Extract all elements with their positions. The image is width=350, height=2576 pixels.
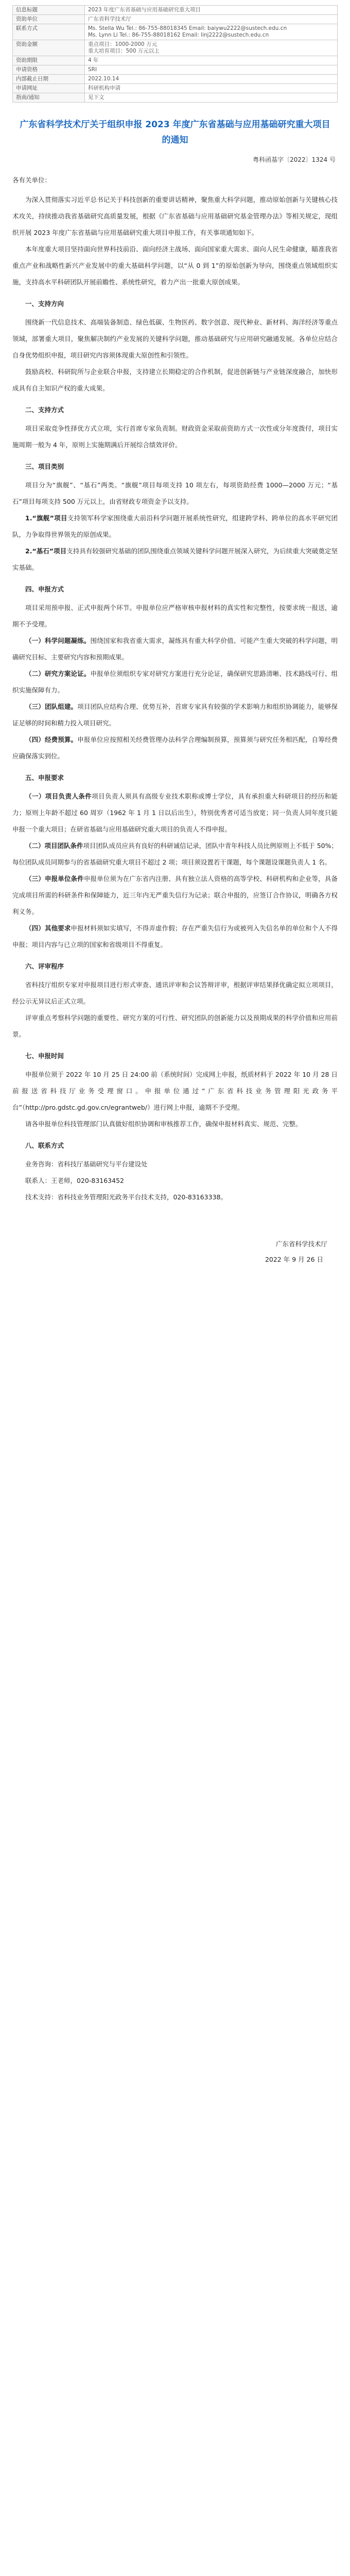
section-paragraph: 请各申报单位科技管理部门认真做好组织协调和审核推荐工作，确保申报材料真实、规范、完整。 xyxy=(25,1120,302,1128)
section-heading: 三、项目类别 xyxy=(25,463,64,470)
subsection-label: 2.“基石”项目 xyxy=(25,547,67,555)
subsection-paragraph xyxy=(12,788,338,838)
info-table xyxy=(12,5,338,103)
section-heading: 八、联系方式 xyxy=(25,1142,64,1149)
info-value: 2022.10.14 xyxy=(85,75,338,84)
section-heading: 五、申报要求 xyxy=(25,774,64,782)
subsection-paragraph xyxy=(12,510,338,543)
subsection-text: 申报单位须组织专家对研究方案进行充分论证，确保研究思路清晰、技术路线可行、组织实施保障有力。 xyxy=(12,670,338,694)
subsection-text: 申报单位应按照相关经费管理办法科学合理编制预算，预算须与研究任务相匹配，自筹经费应确保落实到位。 xyxy=(12,736,338,760)
subsection-text: 项目团队成员应具有良好的科研诚信记录，团队中青年科技人员比例原则上不低于 50%；每位团队成员同期参与的省基础研究重大项目不超过 2 项；项目须设置若干课题，每个课题设课题负责人 1 名。 xyxy=(12,842,338,866)
info-value: 广东省科学技术厅 xyxy=(85,15,338,24)
document-page xyxy=(0,0,350,1283)
info-key: 指南/通知 xyxy=(13,93,85,103)
subsection-label: （三）申报单位条件 xyxy=(25,875,84,883)
info-row xyxy=(13,65,338,75)
info-row xyxy=(13,6,338,15)
subsection-paragraph xyxy=(12,633,338,666)
info-row xyxy=(13,15,338,24)
info-key: 信息标题 xyxy=(13,6,85,15)
intro-paragraph: 本年度重大项目坚持面向世界科技前沿、面向经济主战场、面向国家重大需求、面向人民生命健康，瞄准我省重点产业和战略性新兴产业发展中的重大基础科学问题，以“从 0 到 1”的原始创新为导向，围绕重点领域组织实施，支持高水平科研团队开展前瞻性、系统性研究，着力产出一批重大原创成果。 xyxy=(12,245,338,286)
info-value: 重点项目：1000-2000 万元 重大培育项目：500 万元以上 xyxy=(85,40,338,56)
subsection-paragraph xyxy=(12,543,338,576)
subsection-text: 围绕国家和我省重大需求，凝练具有重大科学价值、可能产生重大突破的科学问题，明确研究目标、主要研究内容和预期成果。 xyxy=(12,637,338,661)
subsection-paragraph xyxy=(12,732,338,765)
section-heading: 六、评审程序 xyxy=(25,962,64,970)
subsection-paragraph xyxy=(12,699,338,732)
issuer-signature: 广东省科学技术厅 xyxy=(275,1240,327,1248)
info-value: Ms. Stella Wu Tel.: 86-755-88018345 Email: baiywu2222@sustech.edu.cn Ms. Lynn Li Tel.: 86-755-88018162 Email: linj2222@sustech.edu.cn xyxy=(85,24,338,40)
subsection-paragraph xyxy=(12,838,338,871)
subsection-paragraph xyxy=(12,920,338,953)
subsection-label: （三）团队组建。 xyxy=(25,703,78,710)
info-row xyxy=(13,75,338,84)
body-sections xyxy=(12,296,338,1206)
subsection-label: （四）经费预算。 xyxy=(25,736,78,743)
subsection-text: 项目团队应结构合理、优势互补，首席专家具有较强的学术影响力和组织协调能力，能够保证足够的时间和精力投入项目研究。 xyxy=(12,703,338,727)
info-value: SRI xyxy=(85,65,338,75)
subsection-label: 1.“旗舰”项目 xyxy=(25,514,67,522)
section-paragraph: 省科技厅组织专家对申报项目进行形式审查、通讯评审和会议答辩评审，根据评审结果择优确定拟立项项目，经公示无异议后正式立项。 xyxy=(12,981,338,1005)
info-key: 资助期限 xyxy=(13,56,85,65)
section-paragraph: 业务咨询：省科技厅基础研究与平台建设处 xyxy=(25,1160,148,1168)
info-row xyxy=(13,24,338,40)
section-heading: 二、支持方式 xyxy=(25,406,64,414)
section-heading: 一、支持方向 xyxy=(25,300,64,308)
info-key: 内部截止日期 xyxy=(13,75,85,84)
subsection-paragraph xyxy=(12,871,338,920)
info-value: 见下文 xyxy=(85,93,338,103)
info-key: 资助金额 xyxy=(13,40,85,56)
subsection-text: 支持领军科学家围绕重大前沿科学问题开展系统性研究，组建跨学科、跨单位的高水平研究团队，力争取得世界领先的原创成果。 xyxy=(12,514,338,538)
subsection-text: 支持具有较强研究基础的团队围绕重点领域关键科学问题开展深入研究，为后续重大突破奠定坚实基础。 xyxy=(12,547,338,571)
info-value: 4 年 xyxy=(85,56,338,65)
document-number: 粤科函基字〔2022〕1324 号 xyxy=(253,156,336,163)
subsection-text: 申报单位须为在广东省内注册、具有独立法人资格的高等学校、科研机构和企业等，具备完成项目所需的科研条件和保障能力，近三年内无严重失信行为记录；联合申报的，应签订合作协议，明确各方权利义务。 xyxy=(12,875,338,916)
intro-paragraph: 为深入贯彻落实习近平总书记关于科技创新的重要讲话精神，聚焦重大科学问题，推动原始创新与关键核心技术攻关，持续推动我省基础研究高质量发展，根据《广东省基础与应用基础研究基金管理办法》等相关规定，现组织开展 2023 年度广东省基础与应用基础研究重大项目申报工作，有关事项通知如下。 xyxy=(12,196,338,236)
document-title: 广东省科学技术厅关于组织申报 2023 年度广东省基础与应用基础研究重大项目的通知 xyxy=(20,120,330,145)
subsection-paragraph xyxy=(12,666,338,699)
subsection-text: 项目负责人须具有高级专业技术职称或博士学位，具有承担重大科研项目的经历和能力；原则上年龄不超过 60 周岁（1962 年 1 月 1 日以后出生），特别优秀者可适当放宽；同一负责人同年度只能申报一个重大项目；在研省基础与应用基础研究重大项目的负责人不得申报。 xyxy=(12,792,338,833)
section-paragraph: 项目分为“旗舰”、“基石”两类。“旗舰”项目每项支持 10 项左右，每项资助经费 1000—2000 万元；“基石”项目每项支持 500 万元以上，由省财政专项资金予以支持。 xyxy=(12,481,338,505)
section-paragraph: 鼓励高校、科研院所与企业联合申报，支持建立长期稳定的合作机制，促进创新链与产业链深度融合，加快形成具有自主知识产权的重大成果。 xyxy=(12,368,338,392)
section-heading: 七、申报时间 xyxy=(25,1052,64,1060)
section-heading: 四、申报方式 xyxy=(25,585,64,593)
subsection-label: （四）其他要求 xyxy=(25,924,71,932)
info-key: 申请网址 xyxy=(13,84,85,93)
subsection-label: （二）研究方案论证。 xyxy=(25,670,91,677)
info-value: 2023 年度广东省基础与应用基础研究重大项目 xyxy=(85,6,338,15)
info-row xyxy=(13,56,338,65)
salutation: 各有关单位： xyxy=(12,176,51,184)
subsection-label: （二）项目团队条件 xyxy=(25,842,83,850)
info-key: 联系方式 xyxy=(13,24,85,40)
info-key: 资助单位 xyxy=(13,15,85,24)
info-key: 申请资格 xyxy=(13,65,85,75)
section-paragraph: 项目采用预申报、正式申报两个环节。申报单位应严格审核申报材料的真实性和完整性，按要求统一报送，逾期不予受理。 xyxy=(12,604,338,628)
issue-date: 2022 年 9 月 26 日 xyxy=(265,1256,323,1263)
subsection-text: 申报材料须如实填写，不得弄虚作假；存在严重失信行为或被列入失信名单的单位和个人不得申报；项目内容与已立项的国家和省级项目不得重复。 xyxy=(12,924,338,948)
section-paragraph: 联系人：王老师，020-83163452 xyxy=(25,1177,124,1184)
section-paragraph: 项目采取竞争性择优方式立项，实行首席专家负责制。财政资金采取前资助方式一次性或分年度拨付，项目实施周期一般为 4 年，原则上实施期满后开展综合绩效评价。 xyxy=(12,425,338,449)
info-row xyxy=(13,93,338,103)
subsection-label: （一）项目负责人条件 xyxy=(25,792,92,800)
section-paragraph: 评审重点考察科学问题的重要性、研究方案的可行性、研究团队的创新能力以及预期成果的科学价值和应用前景。 xyxy=(12,1014,338,1038)
info-row xyxy=(13,40,338,56)
info-table-body xyxy=(13,6,338,103)
section-paragraph: 申报单位须于 2022 年 10 月 25 日 24:00 前（系统时间）完成网上申报，纸质材料于 2022 年 10 月 28 日前报送省科技厅业务受理窗口。申报单位通过“广东省科技业务管理阳光政务平台”（http://pro.gdstc.gd.gov.cn/egrantweb/）进行网上申报，逾期不予受理。 xyxy=(12,1071,338,1111)
section-paragraph: 围绕新一代信息技术、高端装备制造、绿色低碳、生物医药、数字创意、现代种业、新材料、海洋经济等重点领域，部署重大项目，聚焦解决制约产业发展的关键科学问题，推动基础研究与应用研究融通发展。各单位应结合自身优势组织申报，项目研究内容须体现重大原创性和引领性。 xyxy=(12,318,338,359)
section-paragraph: 技术支持：省科技业务管理阳光政务平台技术支持，020-83163338。 xyxy=(25,1193,227,1201)
intro-section xyxy=(12,192,338,291)
info-value: 科研机构申请 xyxy=(85,84,338,93)
subsection-label: （一）科学问题凝练。 xyxy=(25,637,91,645)
info-row xyxy=(13,84,338,93)
